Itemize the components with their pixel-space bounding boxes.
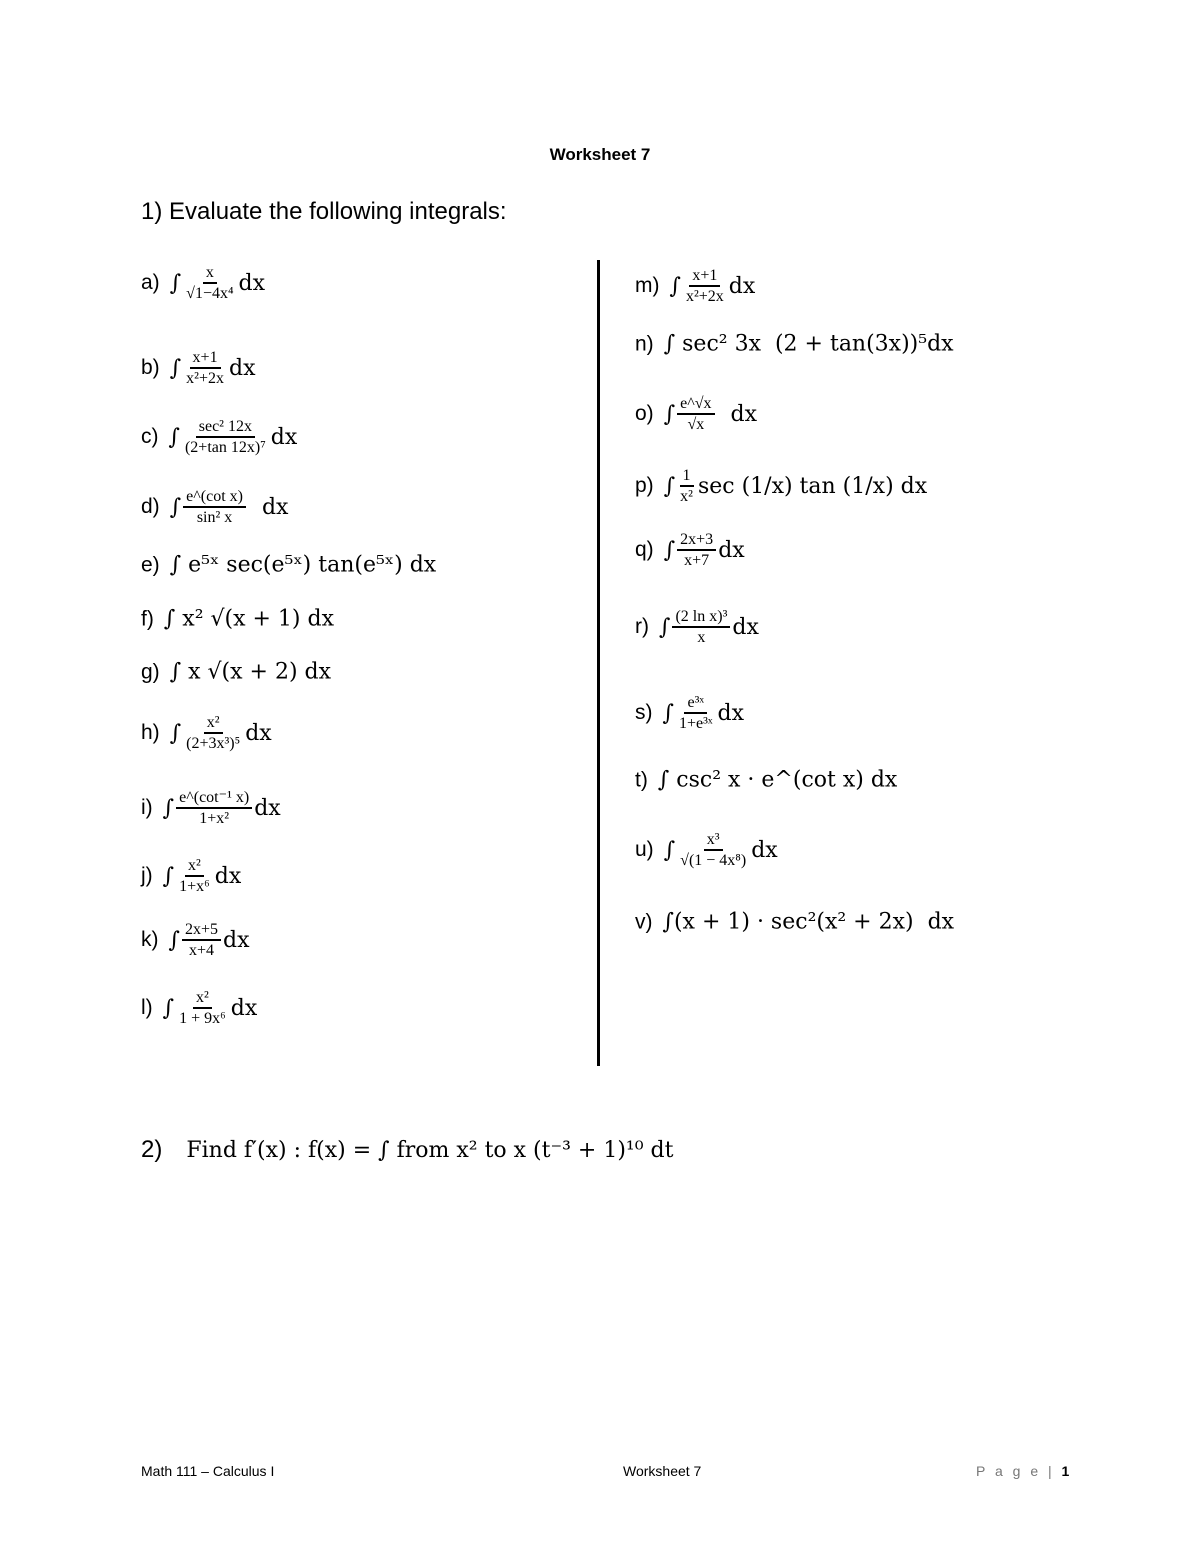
problem-v [635,910,954,935]
problem-label: r) [635,615,649,638]
math-expression: ∫ e⁵ˣ sec(e⁵ˣ) tan(e⁵ˣ) dx [169,552,437,578]
fraction [677,394,714,434]
fraction [176,788,252,828]
fraction [176,988,229,1028]
problem-label: c) [141,425,159,448]
problem-label: k) [141,928,159,951]
problem-d [141,487,288,527]
problem-t [635,768,897,793]
problem-label: t) [635,768,648,791]
math-expression: ∫ sec² 3x (2 + tan(3x))⁵dx [663,331,954,357]
math-expression: ∫ x² √(x + 1) dx [163,606,334,632]
numerator: sec² 12x [196,417,255,438]
problem-e [141,553,436,578]
problem-n [635,332,954,357]
problem-label: f) [141,607,154,630]
fraction [183,348,227,388]
problem-a [141,263,265,303]
fraction [677,830,749,870]
problem-k [141,920,250,960]
problem-label: g) [141,660,160,683]
numerator: e³ˣ [684,693,707,714]
math-expression: ∫ [663,837,676,863]
math-expression: dx [716,401,758,427]
math-expression: ∫ [663,401,676,427]
numerator: x+1 [190,348,221,369]
problem-label: m) [635,274,660,297]
math-expression: dx [238,270,266,296]
denominator: 1+e³ˣ [678,715,713,732]
math-expression: ∫ [169,270,182,296]
fraction [182,417,269,457]
denominator: 1+x⁶ [179,878,210,895]
math-expression: dx [230,995,258,1021]
problem-label: q) [635,538,654,561]
math-expression: dx [214,863,242,889]
fraction [176,856,213,896]
math-expression: dx [245,720,272,746]
math-expression: dx [728,273,756,299]
numerator: e^(cot⁻¹ x) [176,788,252,809]
problem-h [141,713,272,753]
math-expression: dx [247,494,289,520]
math-expression: dx [732,614,759,640]
denominator: x²+2x [186,370,224,387]
denominator: √(1 − 4x⁸) [680,852,747,869]
math-expression: ∫ [659,614,671,640]
numerator: 1 [680,466,694,487]
fraction [182,920,221,960]
denominator: (2+3x³)⁵ [186,735,241,752]
fraction [683,266,727,306]
problem-o [635,394,757,434]
denominator: x+4 [188,942,214,959]
numerator: e^√x [677,394,714,415]
problem-label: n) [635,332,654,355]
denominator: √x [687,416,705,433]
problem-label: s) [635,701,653,724]
numerator: x² [193,988,212,1009]
problem-label: j) [141,864,153,887]
problem-label: a) [141,271,160,294]
problem-j [141,856,241,896]
math-expression: dx [223,927,250,953]
question-1-heading: 1) Evaluate the following integrals: [141,198,507,225]
numerator: x [203,263,217,284]
footer-page [976,1463,1069,1479]
math-expression: ∫ [169,494,182,520]
denominator: 1 + 9x⁶ [179,1010,226,1027]
math-expression: sec (1/x) tan (1/x) dx [697,473,928,499]
worksheet-title: Worksheet 7 [549,145,651,164]
denominator: 1+x² [199,810,230,827]
problem-label: u) [635,838,654,861]
problem-label: d) [141,495,160,518]
math-expression: ∫ [162,795,175,821]
problem-b [141,348,255,388]
fraction [677,530,716,570]
math-expression: dx [717,700,745,726]
problem-label: p) [635,474,654,497]
math-expression: dx [751,837,778,863]
problem-label: l) [141,996,153,1019]
math-expression: ∫ [169,720,182,746]
fraction [677,466,696,506]
question-2-text: Find f′(x) : f(x) = ∫ from x² to x (t⁻³ + 1)¹⁰ dt [186,1137,674,1163]
numerator: x² [185,856,204,877]
page-label: P a g e | [976,1463,1055,1479]
numerator: 2x+3 [677,530,716,551]
question-2-label: 2) [141,1136,163,1163]
numerator: e^(cot x) [183,487,246,508]
numerator: (2 ln x)³ [672,607,730,628]
problem-label: v) [635,910,653,933]
problem-i [141,788,281,828]
math-expression: ∫ [669,273,681,299]
denominator: x² [680,488,693,505]
question-2 [141,1136,673,1164]
problem-q [635,530,745,570]
problem-label: o) [635,402,654,425]
math-expression: ∫ [169,355,182,381]
problem-g [141,660,331,685]
math-expression: dx [228,355,256,381]
numerator: x+1 [689,266,720,287]
problem-s [635,693,744,733]
problem-l [141,988,257,1028]
footer-title: Worksheet 7 [623,1463,702,1479]
math-expression: ∫ csc² x · e^(cot x) dx [657,767,898,793]
math-expression: dx [718,537,745,563]
fraction [676,693,716,733]
problem-m [635,266,755,306]
denominator: x+7 [684,552,710,569]
problem-f [141,607,334,632]
page-number: 1 [1061,1463,1070,1479]
problem-label: h) [141,721,160,744]
fraction [183,487,246,527]
math-expression: ∫ [663,537,676,563]
problem-p [635,466,927,506]
denominator: x [697,629,706,646]
problem-label: e) [141,553,160,576]
fraction [183,713,243,753]
denominator: √1−4x⁴ [186,285,234,302]
problem-label: i) [141,796,153,819]
math-expression: dx [254,795,281,821]
denominator: x²+2x [685,288,724,305]
problem-r [635,607,759,647]
denominator: sin² x [196,509,233,526]
numerator: x² [204,713,223,734]
footer-course: Math 111 – Calculus I [141,1463,275,1479]
math-expression: dx [270,424,298,450]
math-expression: ∫ [662,700,674,726]
math-expression: ∫(x + 1) · sec²(x² + 2x) dx [662,909,955,935]
column-divider [597,260,600,1066]
problem-c [141,417,297,457]
problem-u [635,830,778,870]
fraction [183,263,236,303]
math-expression: ∫ [162,995,175,1021]
math-expression: ∫ [663,473,676,499]
math-expression: ∫ [168,424,180,450]
numerator: 2x+5 [182,920,221,941]
numerator: x³ [704,830,723,851]
math-expression: ∫ [168,927,180,953]
fraction [672,607,730,647]
problem-label: b) [141,356,160,379]
denominator: (2+tan 12x)⁷ [184,439,266,456]
math-expression: ∫ x √(x + 2) dx [169,659,332,685]
math-expression: ∫ [162,863,175,889]
